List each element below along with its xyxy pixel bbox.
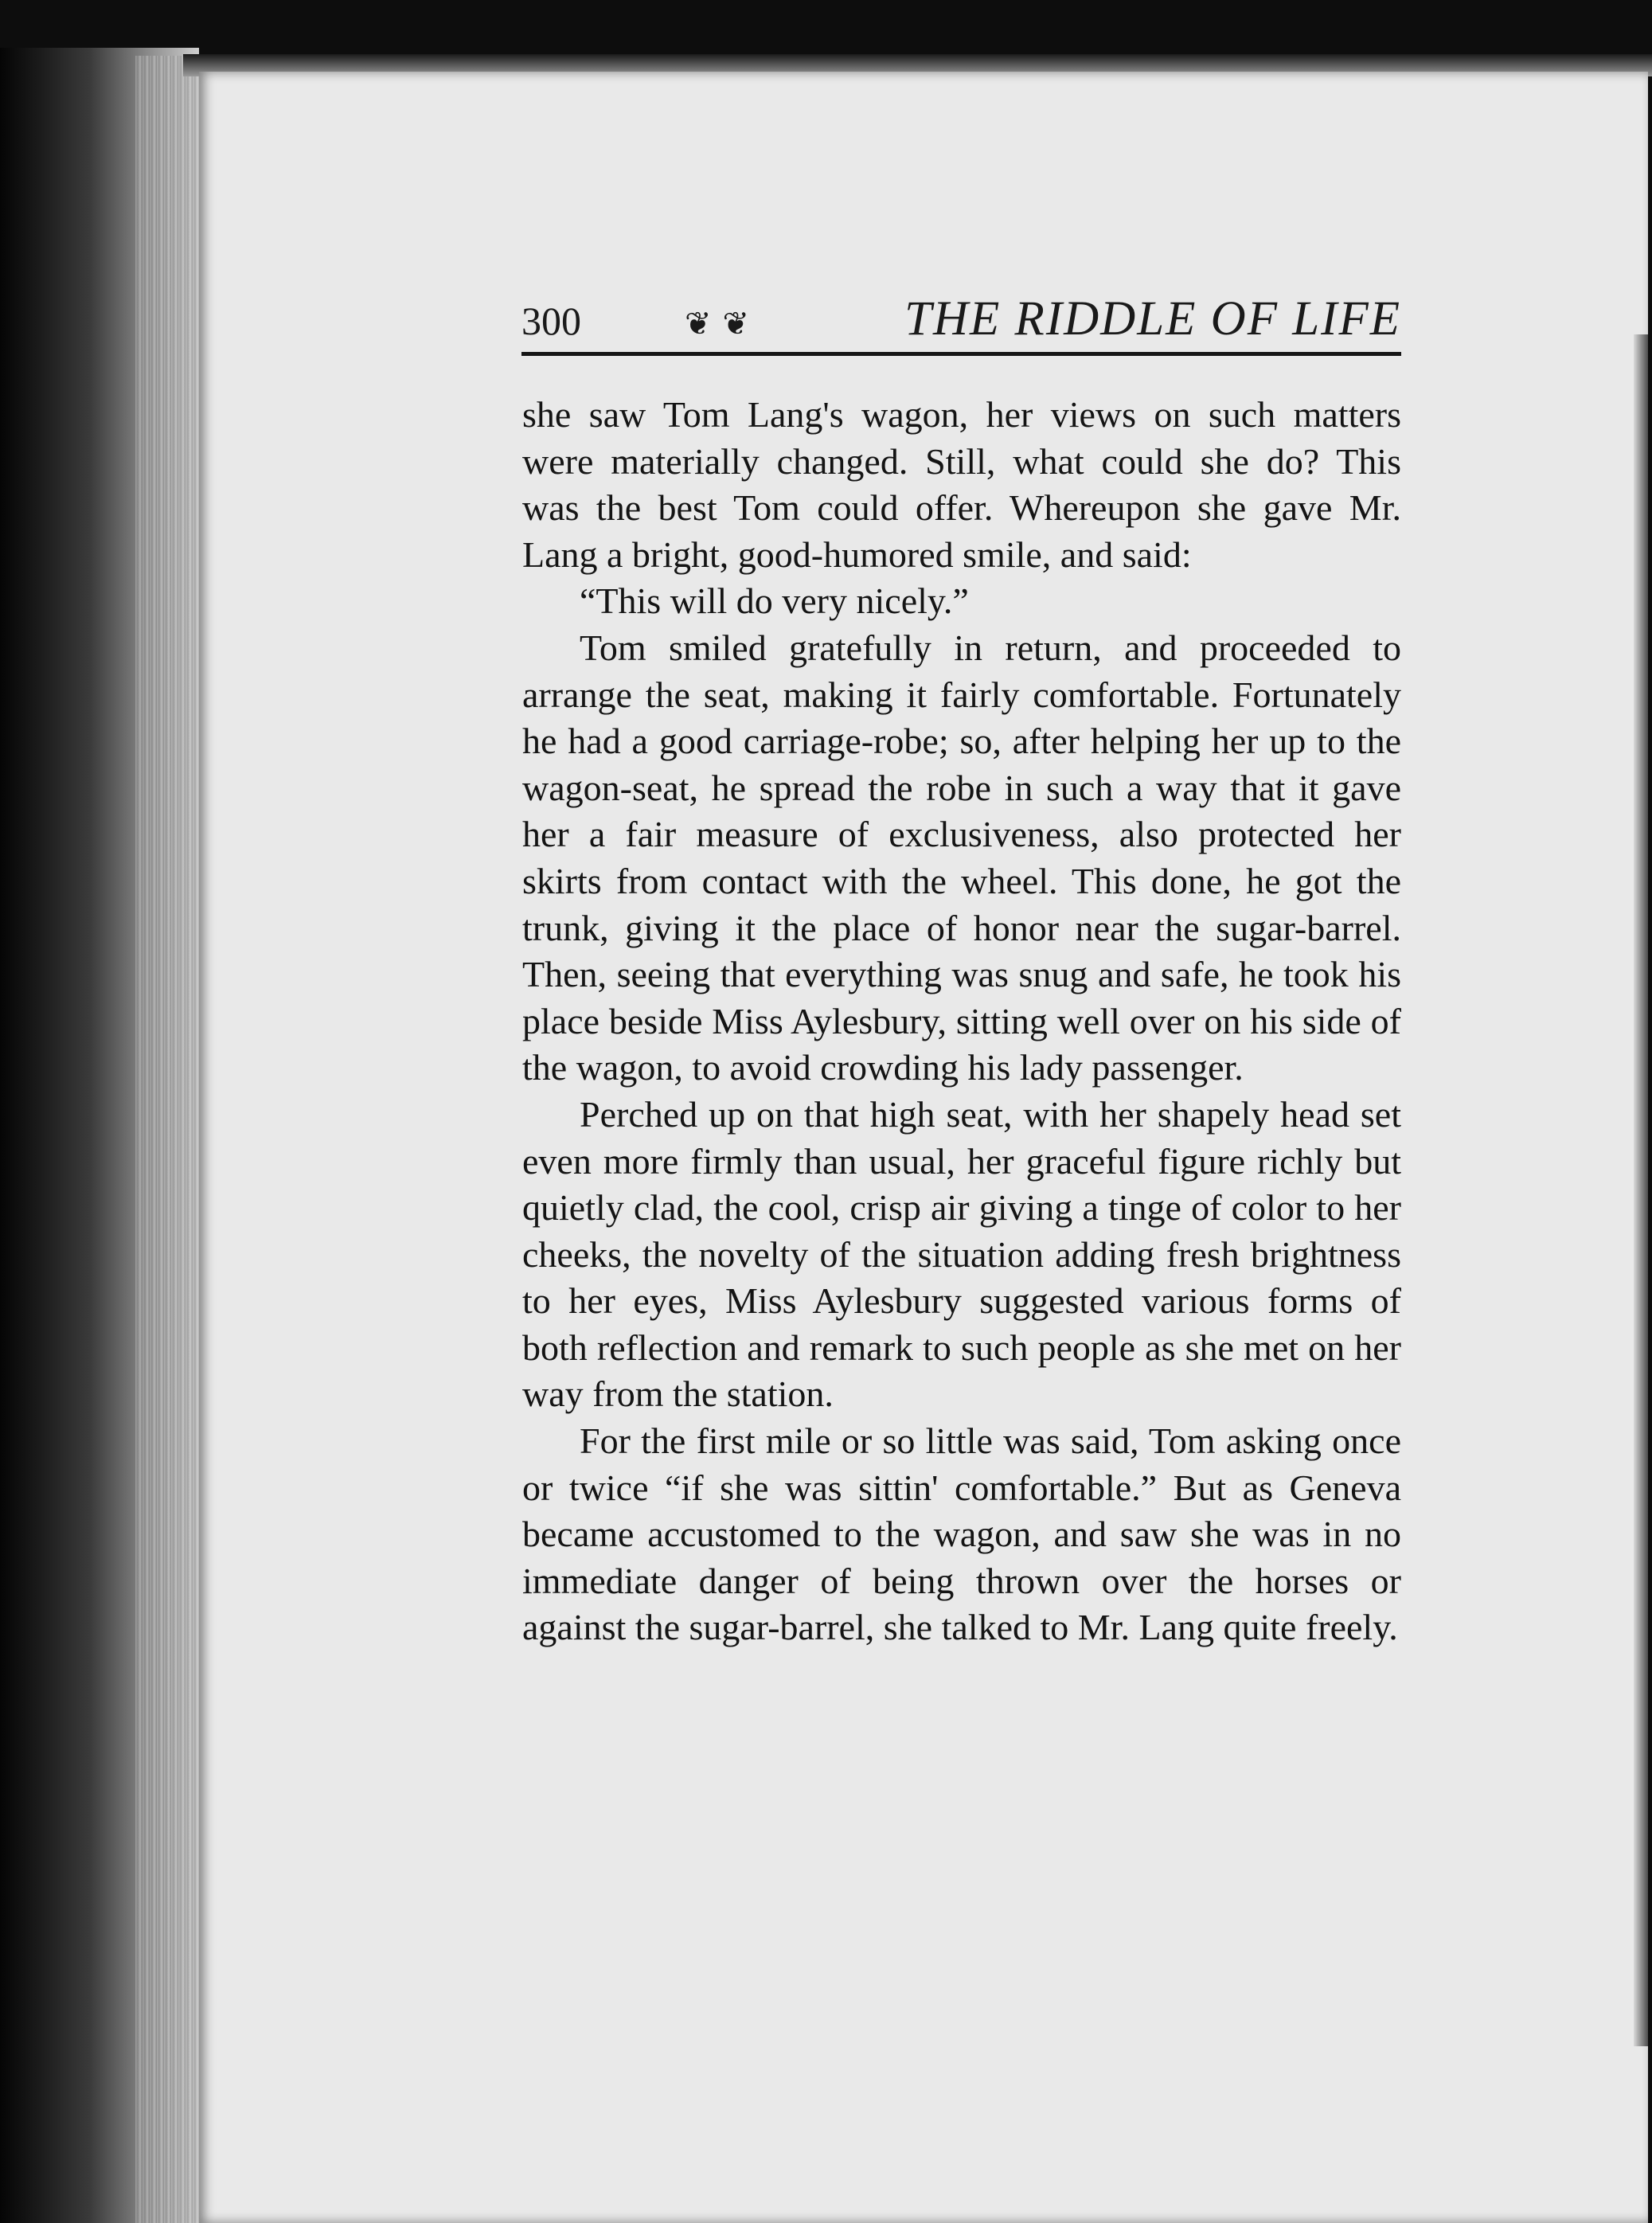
paragraph-3: Tom smiled gratefully in return, and proceeded to arrange the seat, making it fairly comfortable. Fortunately he had a good carriage-robe; so, after helping her up to the wagon-seat, he spread the robe in such a way that it gave her a fair measure of exclusiveness, also protected her skirts from contact with the wheel. This done, he got the trunk, giving it the place of honor near the sugar-barrel. Then, seeing that everything was snug and safe, he took his place beside Miss Aylesbury, sitting well over on his side of the wagon, to avoid crowding his lady passenger. (522, 627, 1401, 1088)
page-right-edge (1634, 334, 1648, 2046)
page-edges (135, 56, 207, 2223)
body-text (522, 392, 1401, 1651)
paragraph-2: “This will do very nicely.” (580, 580, 969, 622)
paragraph-5: For the first mile or so little was said, Tom asking once or twice “if she was sittin' comfortable.” But as Geneva became accustomed to the wagon, and saw she was in no immediate danger of being thrown over the horses or against the sugar-barrel, she talked to Mr. Lang quite freely. (522, 1420, 1401, 1648)
page-header (521, 288, 1401, 356)
page-number: 300 (521, 299, 581, 343)
paragraph-4: Perched up on that high seat, with her shapely head set even more firmly than usual, her graceful figure richly but quietly clad, the cool, crisp air giving a tinge of color to her cheeks, the novelty of the situation adding fresh brightness to her eyes, Miss Aylesbury suggested various forms of both reflection and remark to such people as she met on her way from the station. (522, 1093, 1401, 1415)
leaf-ornament-icon: ❦❦ (685, 306, 761, 342)
running-head: THE RIDDLE OF LIFE (904, 292, 1401, 346)
paragraph-1: she saw Tom Lang's wagon, her views on such matters were materially changed. Still, what could she do? This was the best Tom could offer. Whereupon she gave Mr. Lang a bright, good-humored smile, and said: (522, 394, 1401, 575)
